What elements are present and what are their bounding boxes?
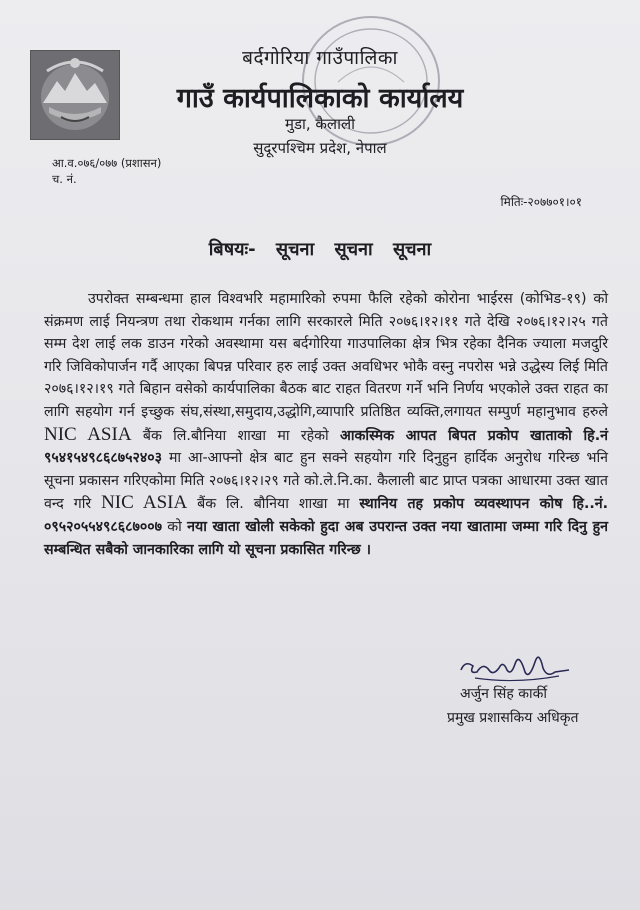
notice-body	[44, 288, 608, 561]
handwritten-signature	[455, 642, 575, 686]
office-location: मुडा, कैलाली	[284, 115, 356, 133]
signatory-designation: प्रमुख प्रशासकिय अधिकृत	[447, 710, 579, 726]
municipality-name: बर्दगोरिया गाउँपालिका	[242, 47, 398, 69]
notice-date: मितिः-२०७७०१।०१	[500, 195, 582, 209]
disaster-fund-account-info: स्थानिय तह प्रकोप व्यवस्थापन कोष हि..नं. ०९५२०५५४९८६८७००७	[44, 496, 608, 535]
dispatch-number-label: च. नं.	[52, 172, 77, 186]
office-title: गाउँ कार्यपालिकाको कार्यालय	[176, 83, 464, 114]
new-account-notice: नया खाता खोली सकेको हुदा अब उपरान्त उक्त नया खातामा जम्मा गरि दिनु हुन सम्बन्धित सबैको जानकारिका लागि यो सूचना प्रकासित गरिन्छ ।	[44, 518, 608, 558]
signatory-name: अर्जुन सिंह कार्की	[460, 686, 548, 702]
notice-subject: बिषयः- सूचना सूचना सूचना	[208, 239, 432, 260]
province-country: सुदूरपश्चिम प्रदेश, नेपाल	[253, 139, 387, 157]
emergency-account-info: आकस्मिक आपत बिपत प्रकोप खाताको हि.नं ९५४१५४९८६८७५२४०३	[44, 427, 608, 467]
body-text-part: को	[162, 518, 188, 535]
body-text-part: उपरोक्त सम्बन्धमा हाल विश्वभरि महामारिको रुपमा फैलि रहेको कोरोना भाईरस (कोभिड-१९) को संक्रमण लाई नियन्त्रण तथा रोकथाम गर्नका लागि सरकारले मिति २०७६।१२।११ गते देखि २०७६।१२।२५ गते सम्म देश लाई लक डाउन गरेको अवस्थामा यस बर्दगोरिया गाउपालिका क्षेत्र भित्र रहेका दैनिक ज्याला मजदुरि गरि जिविकोपार्जन गर्दै आएका बिपन्न परिवार हरु लाई उक्त अवधिभर भोकै वस्नु नपरोस भन्ने उद्धेस्य लिई मिति २०७६।१२।१९ गते बिहान वसेको कार्यपालिका बैठक बाट राहत वितरण गर्ने भनि निर्णय भएकोले उक्त राहत का लागि सहयोग गर्न इच्छुक संघ,संस्था,समुदाय,उद्धोगि,व्यापारि प्रतिष्ठित व्यक्ति,लगायत सम्पुर्ण महानुभाव हरुले	[44, 291, 608, 420]
body-text-part: बैंक लि.बौनिया शाखा मा रहेको	[131, 427, 341, 444]
bank-name: NIC ASIA	[101, 492, 188, 514]
fiscal-year: आ.व.०७६/०७७ (प्रशासन)	[52, 156, 162, 170]
body-text-part: मा आ-आफ्नो क्षेत्र बाट हुन सक्ने सहयोग गरि दिनुहुन हार्दिक अनुरोध गरिन्छ भनि सूचना प्रकासन गरिएकोमा मिति २०७६।१२।२९ गते को.ले.नि.का. कैलाली बाट प्राप्त पत्रका आधारमा उक्त खात वन्द गरि	[44, 450, 608, 513]
body-text-part: बैंक लि. बौनिया शाखा मा	[187, 496, 360, 513]
body-paragraph	[44, 288, 608, 561]
bank-name: NIC ASIA	[44, 423, 132, 445]
